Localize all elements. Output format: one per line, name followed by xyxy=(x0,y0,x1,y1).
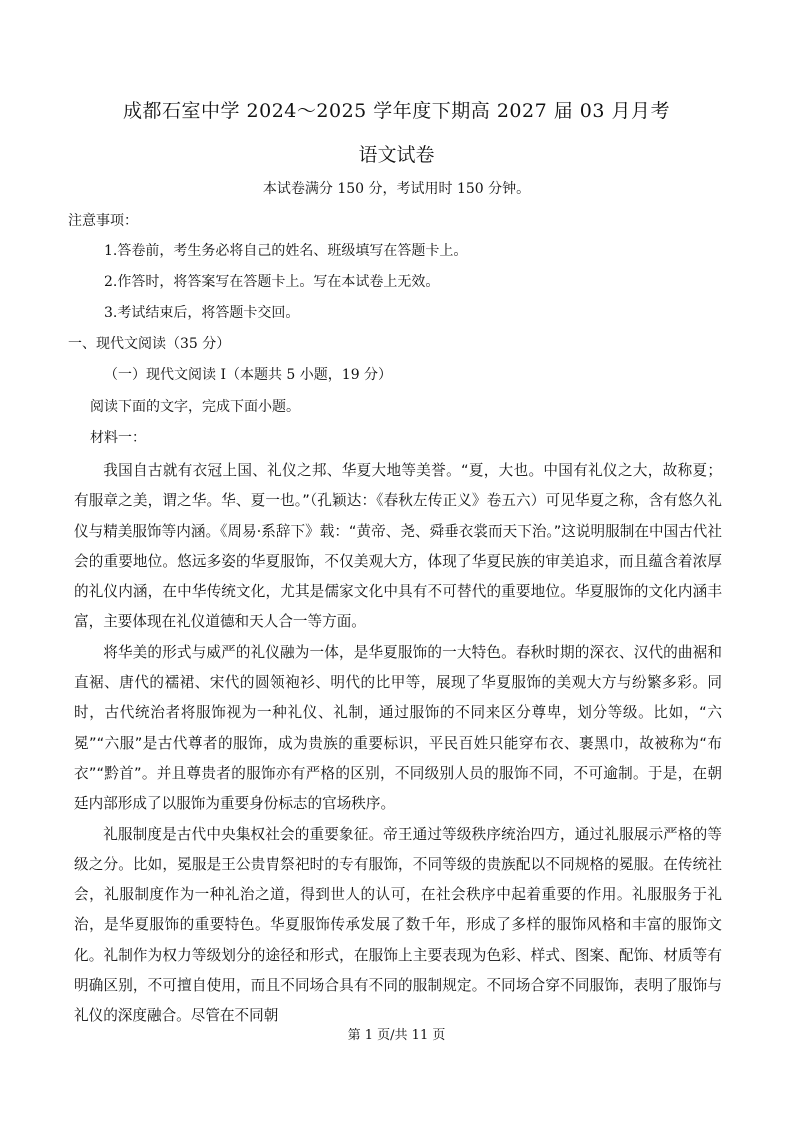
section-heading: 一、现代文阅读（35 分） xyxy=(68,336,231,352)
exam-info: 本试卷满分 150 分，考试用时 150 分钟。 xyxy=(262,181,531,197)
notice-heading: 注意事项： xyxy=(68,213,138,229)
reading-passage xyxy=(74,456,722,1032)
exam-subtitle: 语文试卷 xyxy=(358,144,435,166)
notice-item-2: 2.作答时，将答案写在答题卡上。写在本试卷上无效。 xyxy=(104,274,440,290)
passage-paragraph-2: 将华美的形式与威严的礼仪融为一体，是华夏服饰的一大特色。春秋时期的深衣、汉代的曲裾和直裾、唐代的襦裙、宋代的圆领袍衫、明代的比甲等，展现了华夏服饰的美观大方与纷繁多彩。同时，古代统治者将服饰视为一种礼仪、礼制，通过服饰的不同来区分尊卑，划分等级。比如，“六冕”“六服”是古代尊者的服饰，成为贵族的重要标识，平民百姓只能穿布衣、裹黑巾，故被称为“布衣”“黔首”。并且尊贵者的服饰亦有严格的区别，不同级别人员的服饰不同，不可逾制。于是，在朝廷内部形成了以服饰为重要身份标志的官场秩序。 xyxy=(74,643,722,813)
notice-item-3: 3.考试结束后，将答题卡交回。 xyxy=(104,305,300,321)
notice-item-1: 1.答卷前，考生务必将自己的姓名、班级填写在答题卡上。 xyxy=(104,243,468,259)
page-footer: 第 1 页/共 11 页 xyxy=(347,1028,446,1043)
reading-instruction: 阅读下面的文字，完成下面小题。 xyxy=(90,399,300,415)
passage-paragraph-3: 礼服制度是古代中央集权社会的重要象征。帝王通过等级秩序统治四方，通过礼服展示严格的等级之分。比如，冕服是王公贵胄祭祀时的专有服饰，不同等级的贵族配以不同规格的冕服。在传统社会，礼服制度作为一种礼治之道，得到世人的认可，在社会秩序中起着重要的作用。礼服服务于礼治，是华夏服饰的重要特色。华夏服饰传承发展了数千年，形成了多样的服饰风格和丰富的服饰文化。礼制作为权力等级划分的途径和形式，在服饰上主要表现为色彩、样式、图案、配饰、材质等有明确区别，不可擅自使用，而且不同场合具有不同的服制规定。不同场合穿不同服饰，表明了服饰与礼仪的深度融合。尽管在不同朝 xyxy=(74,825,722,1025)
material-label: 材料一： xyxy=(90,430,146,446)
exam-title: 成都石室中学 2024～2025 学年度下期高 2027 届 03 月月考 xyxy=(123,100,670,122)
passage-paragraph-1: 我国自古就有衣冠上国、礼仪之邦、华夏大地等美誉。“夏，大也。中国有礼仪之大，故称夏；有服章之美，谓之华。华、夏一也。”（孔颖达：《春秋左传正义》卷五六）可见华夏之称，含有悠久礼仪与精美服饰等内涵。《周易·系辞下》载：“黄帝、尧、舜垂衣裳而天下治。”这说明服制在中国古代社会的重要地位。悠远多姿的华夏服饰，不仅美观大方，体现了华夏民族的审美追求，而且蕴含着浓厚的礼仪内涵，在中华传统文化，尤其是儒家文化中具有不可替代的重要地位。华夏服饰的文化内涵丰富，主要体现在礼仪道德和天人合一等方面。 xyxy=(74,462,722,631)
section-sub-heading: （一）现代文阅读 I（本题共 5 小题，19 分） xyxy=(104,367,393,383)
